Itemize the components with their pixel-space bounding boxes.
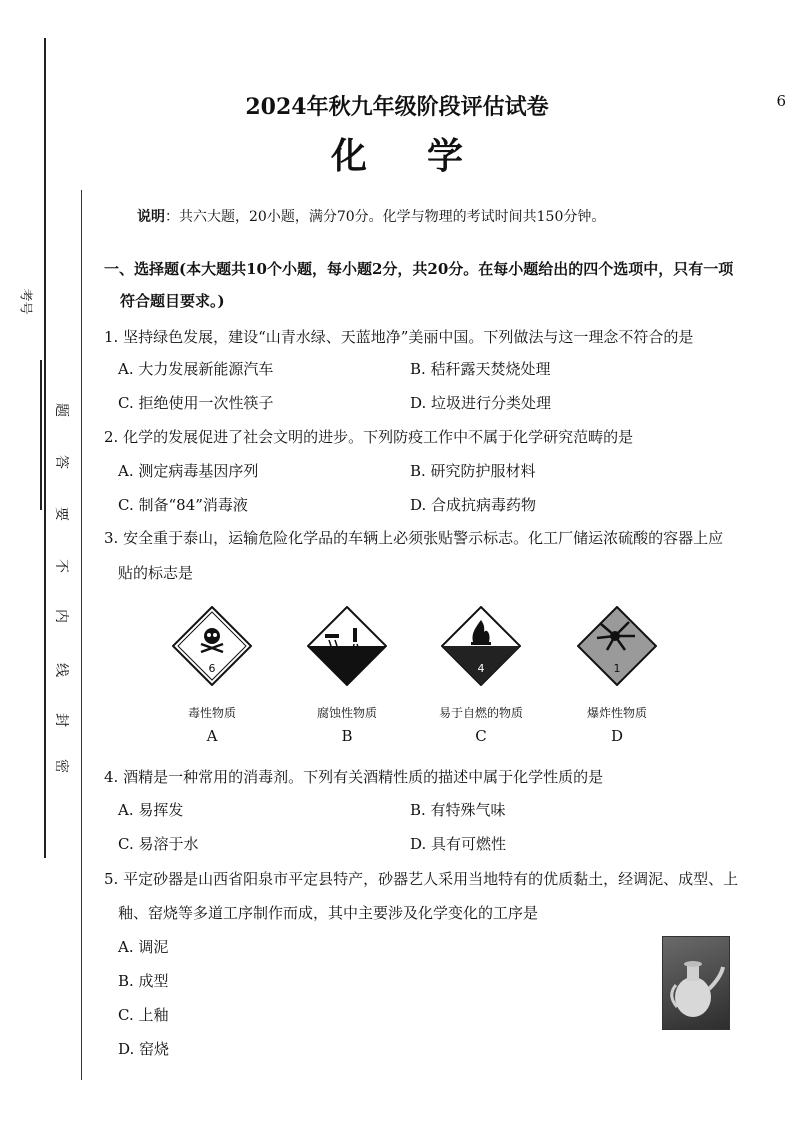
question-5-stem: 5. 平定砂器是山西省阳泉市平定县特产，砂器艺人采用当地特有的优质黏土，经调泥、成型、上 (104, 870, 739, 888)
sign-b-letter: B (341, 727, 353, 745)
skull-icon (172, 606, 252, 686)
instructions-text: ：共六大题，20小题，满分70分。化学与物理的考试时间共150分钟。 (165, 209, 606, 225)
question-1-stem: 1. 坚持绿色发展，建设“山青水绿、天蓝地净”美丽中国。下列做法与这一理念不符合的是 (104, 328, 694, 346)
question-2-option-a: A. 测定病毒基因序列 (118, 462, 259, 480)
sign-a-caption: 毒性物质 (187, 706, 236, 720)
seal-char: 密 (53, 759, 69, 773)
question-1-option-a: A. 大力发展新能源汽车 (118, 360, 274, 378)
sign-a-number: 6 (208, 662, 216, 675)
corrosive-icon (307, 606, 387, 686)
seal-char: 封 (53, 713, 69, 727)
question-4-option-d: D. 具有可燃性 (410, 835, 507, 853)
subject-title: 化学 (330, 135, 523, 177)
question-2-option-c: C. 制备“84”消毒液 (118, 496, 248, 514)
seal-char: 题 (53, 403, 69, 417)
question-4-option-b: B. 有特殊气味 (410, 801, 506, 819)
question-3-stem-cont: 贴的标志是 (118, 564, 194, 582)
seal-char: 线 (53, 663, 69, 677)
content-rule (81, 190, 82, 1080)
sign-c-number: 4 (477, 662, 485, 675)
question-1-option-c: C. 拒绝使用一次性筷子 (118, 394, 274, 412)
exam-number-label: 考号 (17, 288, 33, 315)
sign-d-number: 1 (613, 662, 621, 675)
question-5-option-c: C. 上釉 (118, 1006, 169, 1024)
teapot-icon (663, 937, 729, 1029)
question-1-option-d: D. 垃圾进行分类处理 (410, 394, 552, 412)
question-4-stem: 4. 酒精是一种常用的消毒剂。下列有关酒精性质的描述中属于化学性质的是 (104, 768, 604, 786)
sign-c-caption: 易于自燃的物质 (438, 706, 523, 720)
question-3-stem: 3. 安全重于泰山，运输危险化学品的车辆上必须张贴警示标志。化工厂储运浓硫酸的容器上应 (104, 529, 724, 547)
page-number: 6 (776, 92, 786, 110)
exam-number-blank (40, 360, 42, 510)
sign-a-letter: A (206, 727, 218, 745)
explosion-icon (577, 606, 657, 686)
question-5-option-a: A. 调泥 (118, 938, 169, 956)
section-heading-cont: 符合题目要求。) (120, 292, 225, 310)
question-2-option-b: B. 研究防护服材料 (410, 462, 536, 480)
section-heading: 一、选择题(本大题共10个小题，每小题2分，共20分。在每小题给出的四个选项中，只有一项 (104, 260, 734, 278)
flame-icon (441, 606, 521, 686)
sign-c-letter: C (475, 727, 487, 745)
sign-d-caption: 爆炸性物质 (586, 706, 647, 720)
question-2-stem: 2. 化学的发展促进了社会文明的进步。下列防疫工作中不属于化学研究范畴的是 (104, 428, 634, 446)
question-4-option-c: C. 易溶于水 (118, 835, 199, 853)
question-5-option-d: D. 窑烧 (118, 1040, 170, 1058)
question-2-option-d: D. 合成抗病毒药物 (410, 496, 537, 514)
question-5-stem-cont: 釉、窑烧等多道工序制作而成，其中主要涉及化学变化的工序是 (118, 904, 539, 922)
seal-char: 答 (53, 455, 69, 469)
exam-title: 2024年秋九年级阶段评估试卷 (245, 94, 549, 120)
seal-char: 内 (53, 609, 69, 623)
sign-d-letter: D (610, 727, 624, 745)
sign-b-caption: 腐蚀性物质 (316, 706, 377, 720)
seal-char: 不 (53, 559, 69, 573)
pottery-photo (662, 936, 730, 1030)
seal-char: 要 (53, 507, 69, 521)
question-1-option-b: B. 秸秆露天焚烧处理 (410, 360, 551, 378)
instructions-label: 说明 (137, 209, 165, 225)
question-4-option-a: A. 易挥发 (118, 801, 184, 819)
question-5-option-b: B. 成型 (118, 972, 169, 990)
instructions (137, 206, 605, 226)
